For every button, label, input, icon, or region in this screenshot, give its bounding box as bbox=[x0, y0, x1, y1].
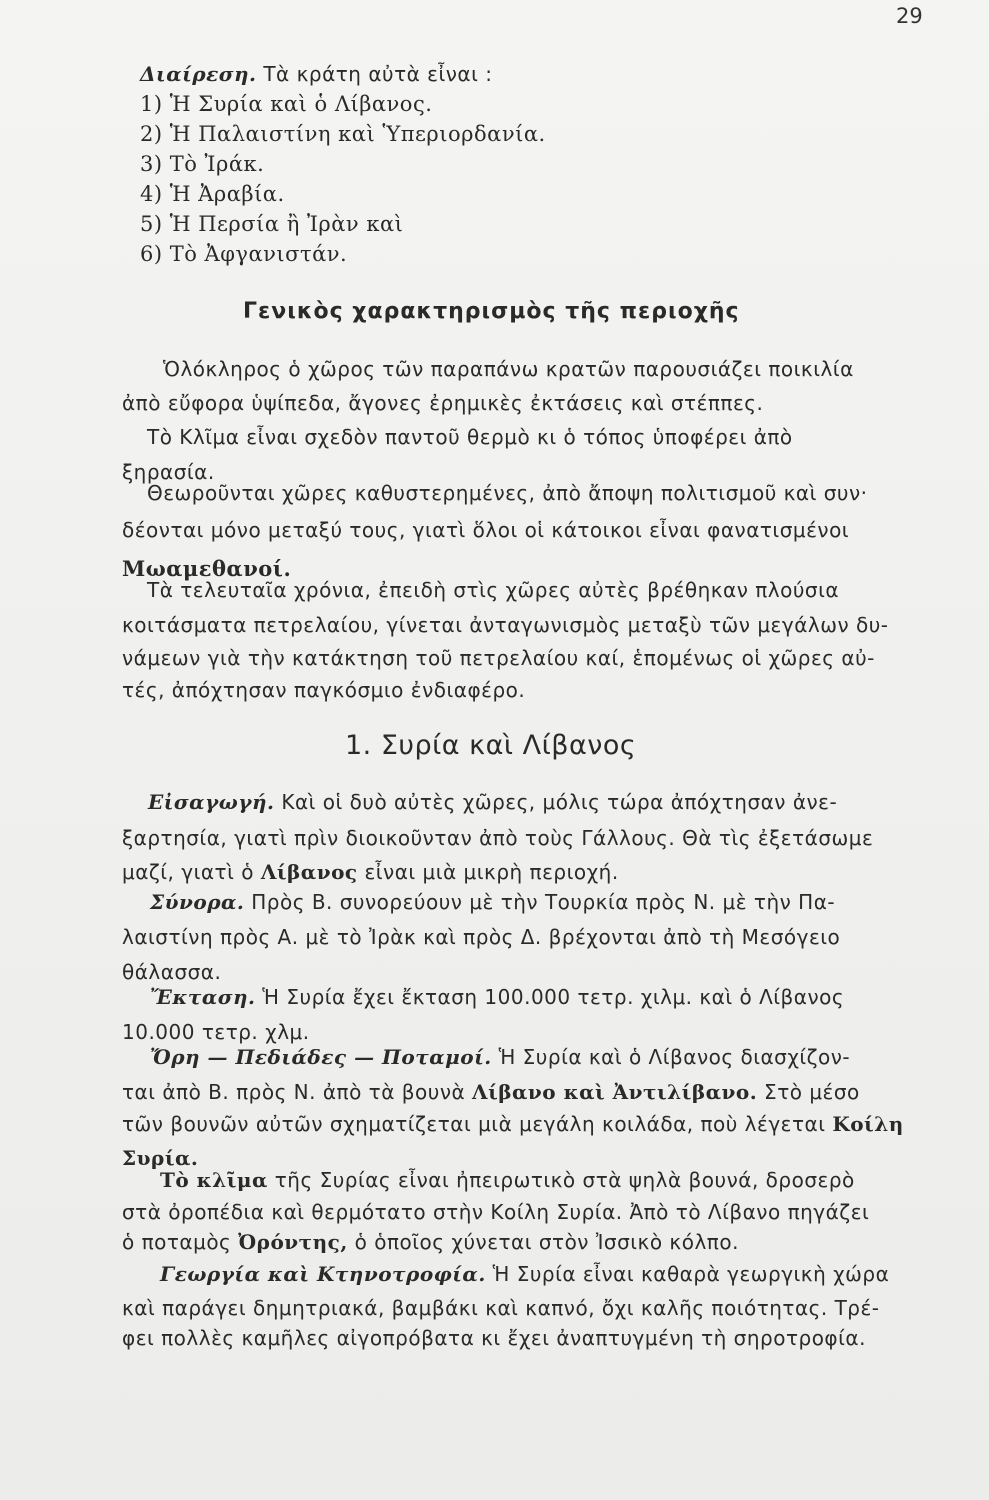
text-line bbox=[122, 1230, 739, 1254]
text-emphasis: Ὀρόντης, bbox=[238, 1230, 348, 1254]
general-heading: Γενικὸς χαρακτηρισμὸς τῆς περιοχῆς bbox=[243, 299, 740, 324]
text-fragment: ται ἀπὸ Β. πρὸς Ν. ἀπὸ τὰ βουνὰ bbox=[122, 1080, 473, 1104]
text-line bbox=[122, 860, 619, 884]
text-fragment: Στὸ μέσο bbox=[757, 1080, 860, 1104]
text-fragment: ὁ ποταμὸς bbox=[122, 1230, 239, 1254]
climate-label: Τὸ κλῖμα bbox=[160, 1168, 268, 1192]
agriculture-text: Ἡ Συρία εἶναι καθαρὰ γεωργικὴ χώρα bbox=[485, 1262, 890, 1286]
text-line: στὰ ὀροπέδια καὶ θερμότατο στὴν Κοίλη Συρία. Ἀπὸ τὸ Λίβανο πηγάζει bbox=[122, 1200, 870, 1224]
text-line: νάμεων γιὰ τὴν κατάκτηση τοῦ πετρελαίου καί, ἑπομένως οἱ χῶρες αὐ- bbox=[122, 646, 875, 670]
area-line bbox=[150, 985, 844, 1009]
text-emphasis: Λίβανος bbox=[260, 860, 358, 884]
borders-line bbox=[150, 890, 835, 914]
text-line: Ὁλόκληρος ὁ χῶρος τῶν παραπάνω κρατῶν παρουσιάζει ποικιλία bbox=[163, 357, 854, 381]
page-number: 29 bbox=[896, 4, 923, 28]
text-fragment: τῶν βουνῶν αὐτῶν σχηματίζεται μιὰ μεγάλη κοιλάδα, ποὺ λέγεται bbox=[122, 1112, 833, 1136]
text-emphasis: Λίβανο καὶ Ἀντιλίβανο. bbox=[472, 1080, 758, 1104]
division-item: 5) Ἡ Περσία ἢ Ἰρὰν καὶ bbox=[140, 212, 404, 236]
area-label: Ἔκταση. bbox=[150, 985, 256, 1009]
division-intro: Τὰ κράτη αὐτὰ εἶναι : bbox=[256, 62, 493, 86]
text-line: καὶ παράγει δημητριακά, βαμβάκι καὶ καπνό, ὄχι καλῆς ποιότητας. Τρέ- bbox=[122, 1296, 880, 1320]
text-line: κοιτάσματα πετρελαίου, γίνεται ἀνταγωνισμὸς μεταξὺ τῶν μεγάλων δυ- bbox=[122, 613, 889, 637]
text-line bbox=[122, 1080, 860, 1104]
text-line: ἀπὸ εὔφορα ὑψίπεδα, ἄγονες ἐρημικὲς ἐκτάσεις καὶ στέππες. bbox=[122, 391, 764, 415]
intro-label: Εἰσαγωγή. bbox=[148, 790, 275, 814]
division-line bbox=[140, 62, 492, 86]
relief-label: Ὄρη — Πεδιάδες — Ποταμοί. bbox=[150, 1045, 492, 1069]
area-text: Ἡ Συρία ἔχει ἔκταση 100.000 τετρ. χιλμ. καὶ ὁ Λίβανος bbox=[255, 985, 845, 1009]
text-line: Τὰ τελευταῖα χρόνια, ἐπειδὴ στὶς χῶρες αὐτὲς βρέθηκαν πλούσια bbox=[147, 578, 840, 602]
text-line: φει πολλὲς καμῆλες αἰγοπρόβατα κι ἔχει ἀναπτυγμένη τὴ σηροτροφία. bbox=[122, 1326, 866, 1350]
division-label: Διαίρεση. bbox=[140, 62, 257, 86]
section-heading: 1. Συρία καὶ Λίβανος bbox=[345, 730, 637, 761]
text-line: 10.000 τετρ. χλμ. bbox=[122, 1020, 310, 1044]
text-line: δέονται μόνο μεταξύ τους, γιατὶ ὅλοι οἱ κάτοικοι εἶναι φανατισμένοι bbox=[122, 518, 850, 542]
division-item: 6) Τὸ Ἀφγανιστάν. bbox=[140, 242, 348, 266]
text-line: τές, ἀπόχτησαν παγκόσμιο ἐνδιαφέρο. bbox=[122, 678, 526, 702]
climate-line bbox=[160, 1168, 855, 1192]
text-fragment: ὁ ὁποῖος χύνεται στὸν Ἰσσικὸ κόλπο. bbox=[347, 1230, 739, 1254]
text-emphasis: Κοίλη bbox=[832, 1112, 904, 1136]
agriculture-label: Γεωργία καὶ Κτηνοτροφία. bbox=[160, 1262, 486, 1286]
text-line: Συρία. bbox=[122, 1146, 199, 1170]
relief-line bbox=[150, 1045, 850, 1069]
text-fragment: εἶναι μιὰ μικρὴ περιοχή. bbox=[357, 860, 619, 884]
agriculture-line bbox=[160, 1262, 889, 1286]
text-line: ξηρασία. bbox=[122, 460, 215, 484]
text-line: λαιστίνη πρὸς Α. μὲ τὸ Ἰρὰκ καὶ πρὸς Δ. βρέχονται ἀπὸ τὴ Μεσόγειο bbox=[122, 925, 841, 949]
text-line: ξαρτησία, γιατὶ πρὶν διοικοῦνταν ἀπὸ τοὺς Γάλλους. Θὰ τὶς ἐξετάσωμε bbox=[122, 826, 874, 850]
division-item: 1) Ἡ Συρία καὶ ὁ Λίβανος. bbox=[140, 92, 433, 116]
intro-line bbox=[148, 790, 837, 814]
text-line: Θεωροῦνται χῶρες καθυστερημένες, ἀπὸ ἄποψη πολιτισμοῦ καὶ συν· bbox=[147, 481, 868, 505]
climate-text: τῆς Συρίας εἶναι ἠπειρωτικὸ στὰ ψηλὰ βουνά, δροσερὸ bbox=[267, 1168, 855, 1192]
relief-text: Ἡ Συρία καὶ ὁ Λίβανος διασχίζον- bbox=[491, 1045, 851, 1069]
text-line bbox=[122, 1112, 904, 1136]
division-item: 2) Ἡ Παλαιστίνη καὶ Ὑπεριορδανία. bbox=[140, 122, 546, 146]
text-line: θάλασσα. bbox=[122, 960, 222, 984]
borders-text: Πρὸς Β. συνορεύουν μὲ τὴν Τουρκία πρὸς Ν. μὲ τὴν Πα- bbox=[244, 890, 836, 914]
division-item: 3) Τὸ Ἰράκ. bbox=[140, 152, 265, 176]
intro-text: Καὶ οἱ δυὸ αὐτὲς χῶρες, μόλις τώρα ἀπόχτησαν ἀνε- bbox=[274, 790, 838, 814]
borders-label: Σύνορα. bbox=[150, 890, 245, 914]
text-line: Τὸ Κλῖμα εἶναι σχεδὸν παντοῦ θερμὸ κι ὁ τόπος ὑποφέρει ἀπὸ bbox=[147, 425, 793, 449]
text-line: Μωαμεθανοί. bbox=[122, 556, 292, 581]
text-fragment: μαζί, γιατὶ ὁ bbox=[122, 860, 261, 884]
division-item: 4) Ἡ Ἀραβία. bbox=[140, 182, 285, 206]
